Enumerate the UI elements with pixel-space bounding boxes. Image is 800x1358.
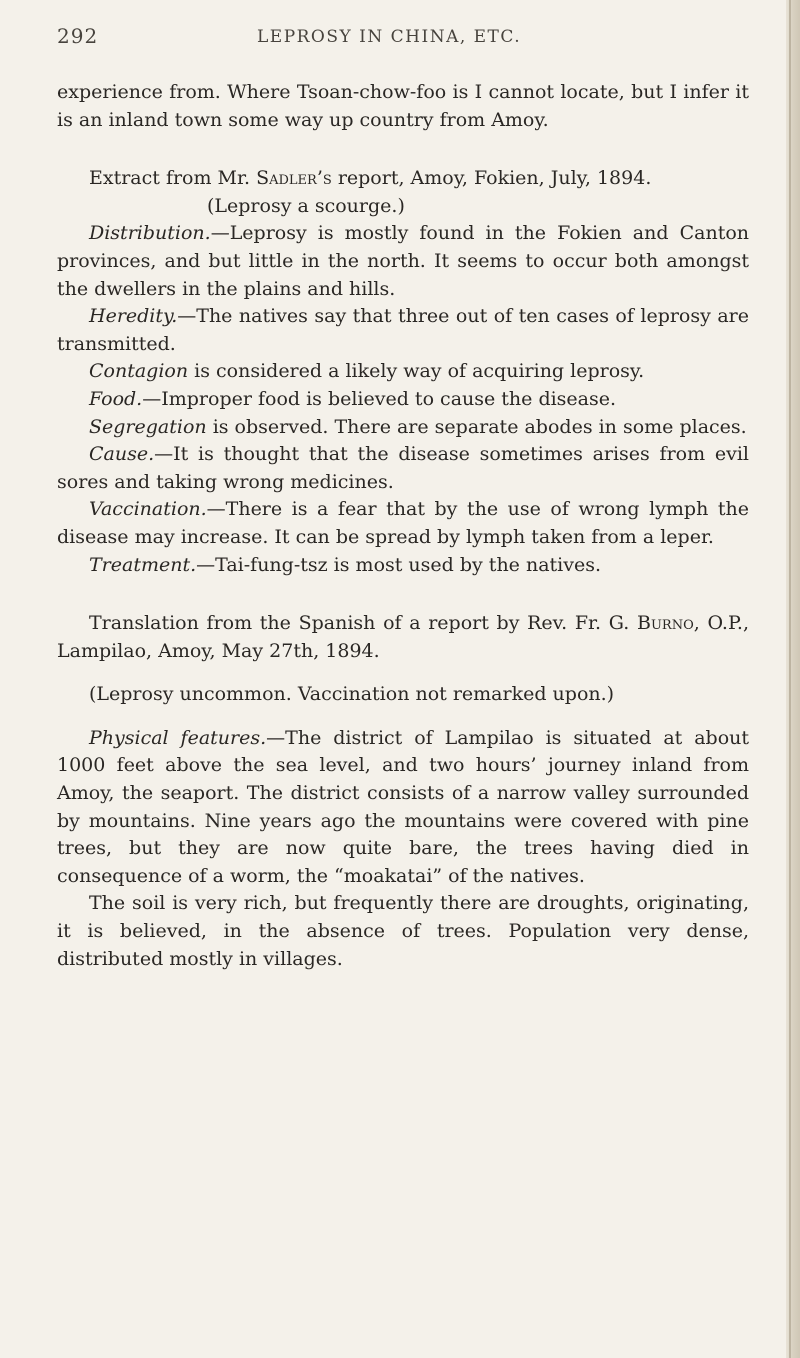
section-segregation — [57, 414, 749, 442]
section-text-distribution: Leprosy is mostly found in the Fokien and Canton provinces, and but little in the north. It seems to occur both amongst the dwellers in the plains and hills. — [57, 222, 749, 300]
section-separator: — — [210, 222, 230, 245]
section-separator: — — [266, 726, 286, 749]
section-food — [57, 386, 749, 414]
section-text-physical-features: The district of Lampilao is situated at about 1000 feet above the sea level, and two hours’ journey inland from Amoy, the seaport. The district consists of a narrow valley surrounded by mountains. Nine years ago the mountains were covered with pine trees, but they are now quite bare, the trees having died in consequence of a worm, the “moakatai” of the natives. — [57, 726, 750, 887]
sadler-title-prefix: Extract from Mr. — [89, 167, 257, 190]
section-separator: — — [196, 553, 216, 576]
section-separator: — — [206, 498, 226, 521]
sadler-title-suffix: report, Amoy, Fokien, July, 1894. — [331, 167, 652, 190]
section-heading-physical-features: Physical features. — [89, 726, 267, 749]
section-text-cause: It is thought that the disease sometimes arises from evil sores and taking wrong medicines. — [57, 443, 749, 493]
section-heading-vaccination: Vaccination. — [89, 498, 207, 521]
running-head — [0, 24, 800, 56]
burno-title-suffix: , O.P., Lampilao, Amoy, May 27th, 1894. — [57, 612, 749, 662]
section-text-treatment: Tai-fung-tsz is most used by the natives. — [215, 553, 602, 576]
burno-title-prefix: Translation from the Spanish of a report by Rev. Fr. G. — [89, 612, 637, 635]
burno-translation-title — [57, 610, 749, 665]
section-separator: — — [177, 305, 197, 328]
section-heading-cause: Cause. — [89, 443, 155, 466]
section-treatment — [57, 552, 749, 580]
section-vaccination — [57, 496, 749, 551]
section-heading-contagion: Contagion — [89, 360, 189, 383]
section-heading-distribution: Distribution. — [89, 222, 211, 245]
section-text-segregation: is observed. There are separate abodes in some places. — [212, 415, 747, 438]
burno-author: Burno — [637, 612, 694, 635]
section-text-food: Improper food is believed to cause the disease. — [161, 387, 617, 410]
section-heading-food: Food. — [89, 387, 143, 410]
section-heredity — [57, 303, 749, 358]
intro-paragraph: experience from. Where Tsoan-chow-foo is I cannot locate, but I infer it is an inland town some way up country from Amoy. — [57, 81, 749, 131]
section-text-heredity: The natives say that three out of ten cases of leprosy are transmitted. — [57, 305, 749, 355]
burno-note: (Leprosy uncommon. Vaccination not remarked upon.) — [89, 683, 615, 706]
page-number: 292 — [57, 24, 99, 48]
section-contagion — [57, 358, 749, 386]
soil-paragraph: The soil is very rich, but frequently there are droughts, originating, it is believed, in the absence of trees. Population very dense, distributed mostly in villages. — [57, 892, 749, 970]
section-cause — [57, 441, 749, 496]
section-separator: — — [142, 387, 162, 410]
page-edge-line — [789, 0, 791, 1358]
section-text-contagion: is considered a likely way of acquiring leprosy. — [194, 360, 645, 383]
running-title: LEPROSY IN CHINA, ETC. — [257, 27, 522, 47]
section-text-vaccination: There is a fear that by the use of wrong lymph the disease may increase. It can be spread by lymph taken from a leper. — [57, 498, 749, 548]
sadler-author: Sadler’s — [256, 167, 332, 190]
section-heading-segregation: Segregation — [89, 415, 207, 438]
section-distribution — [57, 220, 749, 303]
section-heading-heredity: Heredity. — [89, 305, 178, 328]
sadler-note: (Leprosy a scourge.) — [207, 194, 405, 217]
section-physical-features — [57, 725, 749, 891]
body-text — [57, 79, 749, 973]
sadler-extract-title — [57, 165, 749, 193]
section-separator: — — [154, 443, 174, 466]
section-heading-treatment: Treatment. — [89, 553, 197, 576]
